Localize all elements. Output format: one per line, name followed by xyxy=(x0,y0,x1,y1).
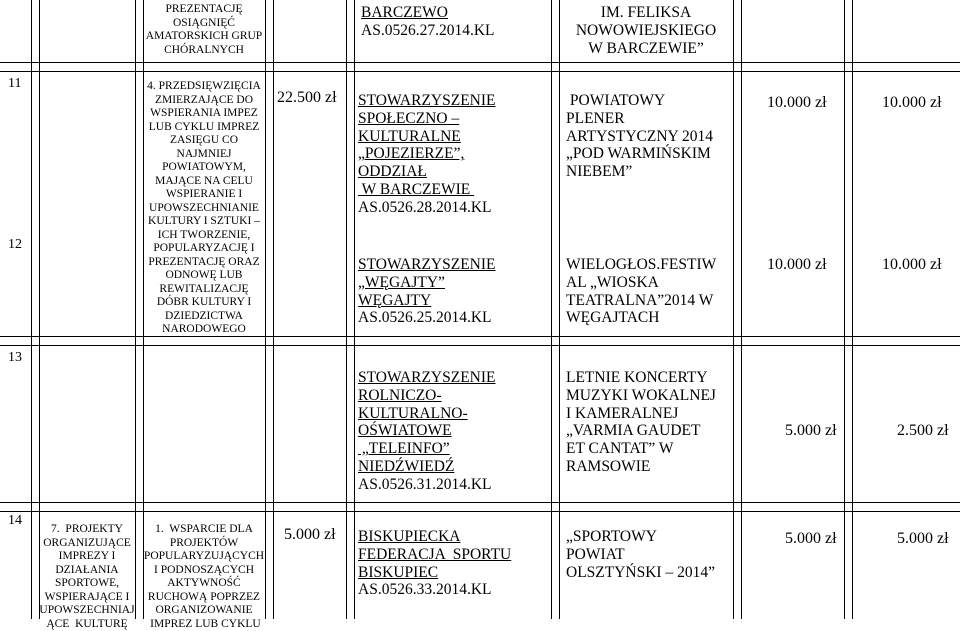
priority-line: POWIATOWYM, xyxy=(143,161,265,175)
area-cell-14 xyxy=(39,523,135,631)
requested-amount-13: 5.000 zł xyxy=(785,422,837,440)
organization-cell-14 xyxy=(358,528,551,599)
grid-line xyxy=(0,62,960,63)
priority-line: AMATORSKICH GRUP xyxy=(143,30,265,44)
area-line: DZIAŁANIA xyxy=(39,564,135,578)
priority-line: OSIĄGNIĘĆ xyxy=(143,17,265,31)
organization-line: BISKUPIEC xyxy=(358,564,551,582)
priority-line: PREZENTACJĘ ORAZ xyxy=(143,256,265,270)
task-line: AL „WIOSKA xyxy=(566,274,733,292)
organization-line: BISKUPIECKA xyxy=(358,528,551,546)
priority-line: DZIEDZICTWA xyxy=(143,310,265,324)
task-line: WĘGAJTACH xyxy=(566,309,733,327)
priority-line: ZMIERZAJĄCE DO xyxy=(143,94,265,108)
task-cell-top xyxy=(566,4,726,57)
task-line: POWIATOWY xyxy=(566,92,733,110)
task-line: ARTYSTYCZNY 2014 xyxy=(566,128,733,146)
granted-amount-13: 2.500 zł xyxy=(897,422,949,440)
organization-line: „WĘGAJTY” xyxy=(358,274,551,292)
area-line: ORGANIZUJĄCE xyxy=(39,537,135,551)
priority-line: MAJĄCE NA CELU xyxy=(143,175,265,189)
grid-line xyxy=(559,0,560,619)
grid-line xyxy=(346,0,347,619)
organization-cell-13 xyxy=(358,369,551,494)
grid-line xyxy=(0,502,960,503)
priority-line: NAJMNIEJ xyxy=(143,148,265,162)
organization-line: WĘGAJTY xyxy=(358,292,551,310)
priority-line: NARODOWEGO xyxy=(143,323,265,337)
priority-cell-top xyxy=(143,3,265,57)
grid-line xyxy=(265,0,266,619)
organization-line: „POJEZIERZE”, xyxy=(358,145,551,163)
area-line: ĄCE KULTURĘ xyxy=(39,618,135,631)
priority-line: POPULARYZACJĘ I xyxy=(143,242,265,256)
priority-line: ICH TWORZENIE, xyxy=(143,229,265,243)
priority-cell-11 xyxy=(143,80,265,337)
priority-line: ODNOWĘ LUB xyxy=(143,269,265,283)
organization-line: ROLNICZO- xyxy=(358,387,551,405)
grid-line xyxy=(741,0,742,619)
task-line: POWIAT xyxy=(566,546,733,564)
grid-line xyxy=(135,0,136,619)
priority-line: ZASIĘGU CO xyxy=(143,134,265,148)
organization-line: AS.0526.27.2014.KL xyxy=(361,22,551,40)
organization-line: STOWARZYSZENIE xyxy=(358,92,551,110)
task-line: PLENER xyxy=(566,110,733,128)
priority-line: 1. WSPARCIE DLA xyxy=(143,523,265,537)
organization-line: „TELEINFO” xyxy=(358,440,551,458)
priority-line: 4. PRZEDSIĘWZIĘCIA xyxy=(143,80,265,94)
row-number-14: 14 xyxy=(8,513,22,529)
organization-line: SPOŁECZNO – xyxy=(358,110,551,128)
area-line: SPORTOWE, xyxy=(39,577,135,591)
organization-line: KULTURALNE xyxy=(358,128,551,146)
task-line: ET CANTAT” W xyxy=(566,440,733,458)
organization-cell-11 xyxy=(358,92,551,217)
task-line: „POD WARMIŃSKIM xyxy=(566,145,733,163)
grid-line xyxy=(273,0,274,619)
granted-amount-14: 5.000 zł xyxy=(897,530,949,548)
task-cell-11 xyxy=(566,92,733,181)
organization-cell-12 xyxy=(358,256,551,327)
grid-line xyxy=(31,0,32,619)
task-line: I KAMERALNEJ xyxy=(566,405,733,423)
total-amount-14: 5.000 zł xyxy=(284,526,336,544)
organization-line: OŚWIATOWE xyxy=(358,422,551,440)
priority-line: REWITALIZACJĘ xyxy=(143,283,265,297)
organization-line: AS.0526.31.2014.KL xyxy=(358,476,551,494)
priority-line: CHÓRALNYCH xyxy=(143,44,265,58)
organization-cell-top xyxy=(361,4,551,40)
grid-line xyxy=(551,0,552,619)
priority-cell-14 xyxy=(143,523,265,631)
row-number-11: 11 xyxy=(8,76,21,92)
priority-line: I PODNOSZĄCYCH xyxy=(143,564,265,578)
task-line: RAMSOWIE xyxy=(566,458,733,476)
area-line: 7. PROJEKTY xyxy=(39,523,135,537)
task-line: „SPORTOWY xyxy=(566,528,733,546)
task-line: MUZYKI WOKALNEJ xyxy=(566,387,733,405)
requested-amount-11: 10.000 zł xyxy=(767,94,827,112)
task-line: „VARMIA GAUDET xyxy=(566,422,733,440)
organization-line: NIEDŹWIEDŹ xyxy=(358,458,551,476)
task-cell-12 xyxy=(566,256,733,327)
organization-line: STOWARZYSZENIE xyxy=(358,369,551,387)
area-line: UPOWSZECHNIAJ xyxy=(39,604,135,618)
row-number-13: 13 xyxy=(8,350,22,366)
grid-line xyxy=(0,511,960,512)
priority-line: RUCHOWĄ POPRZEZ xyxy=(143,591,265,605)
priority-line: ORGANIZOWANIE xyxy=(143,604,265,618)
priority-line: WSPIERANIA IMPEZ xyxy=(143,107,265,121)
organization-line: AS.0526.25.2014.KL xyxy=(358,309,551,327)
grid-line xyxy=(733,0,734,619)
requested-amount-14: 5.000 zł xyxy=(785,530,837,548)
task-cell-14 xyxy=(566,528,733,581)
priority-line: IMPREZ LUB CYKLU xyxy=(143,618,265,631)
task-cell-13 xyxy=(566,369,733,476)
priority-line: UPOWSZECHNIANIE xyxy=(143,202,265,216)
organization-line: AS.0526.28.2014.KL xyxy=(358,199,551,217)
grid-line xyxy=(0,345,960,346)
priority-line: POPULARYZUJĄCYCH xyxy=(143,550,265,564)
organization-line: STOWARZYSZENIE xyxy=(358,256,551,274)
granted-amount-11: 10.000 zł xyxy=(882,94,942,112)
row-number-12: 12 xyxy=(8,237,22,253)
task-line: WIELOGŁOS.FESTIW xyxy=(566,256,733,274)
area-line: IMPREZY I xyxy=(39,550,135,564)
requested-amount-12: 10.000 zł xyxy=(767,256,827,274)
priority-line: AKTYWNOŚĆ xyxy=(143,577,265,591)
grid-line xyxy=(844,0,845,619)
organization-line: W BARCZEWIE xyxy=(358,181,551,199)
priority-line: PREZENTACJĘ xyxy=(143,3,265,17)
task-line: NIEBEM” xyxy=(566,163,733,181)
organization-line: ODDZIAŁ xyxy=(358,163,551,181)
task-line: OLSZTYŃSKI – 2014” xyxy=(566,564,733,582)
priority-line: LUB CYKLU IMPREZ xyxy=(143,121,265,135)
total-amount-11: 22.500 zł xyxy=(277,89,337,107)
organization-line: KULTURALNO- xyxy=(358,405,551,423)
organization-line: BARCZEWO xyxy=(361,4,551,22)
task-line: IM. FELIKSA xyxy=(566,4,726,22)
organization-line: AS.0526.33.2014.KL xyxy=(358,581,551,599)
task-line: W BARCZEWIE” xyxy=(566,40,726,58)
granted-amount-12: 10.000 zł xyxy=(882,256,942,274)
grid-line xyxy=(852,0,853,619)
area-line: WSPIERAJĄCE I xyxy=(39,591,135,605)
organization-line: FEDERACJA SPORTU xyxy=(358,546,551,564)
grid-line xyxy=(354,0,355,619)
priority-line: WSPIERANIE I xyxy=(143,188,265,202)
grid-line xyxy=(0,71,960,72)
priority-line: DÓBR KULTURY I xyxy=(143,296,265,310)
task-line: TEATRALNA”2014 W xyxy=(566,292,733,310)
task-line: NOWOWIEJSKIEGO xyxy=(566,22,726,40)
task-line: LETNIE KONCERTY xyxy=(566,369,733,387)
priority-line: KULTURY I SZTUKI – xyxy=(143,215,265,229)
priority-line: PROJEKTÓW xyxy=(143,537,265,551)
